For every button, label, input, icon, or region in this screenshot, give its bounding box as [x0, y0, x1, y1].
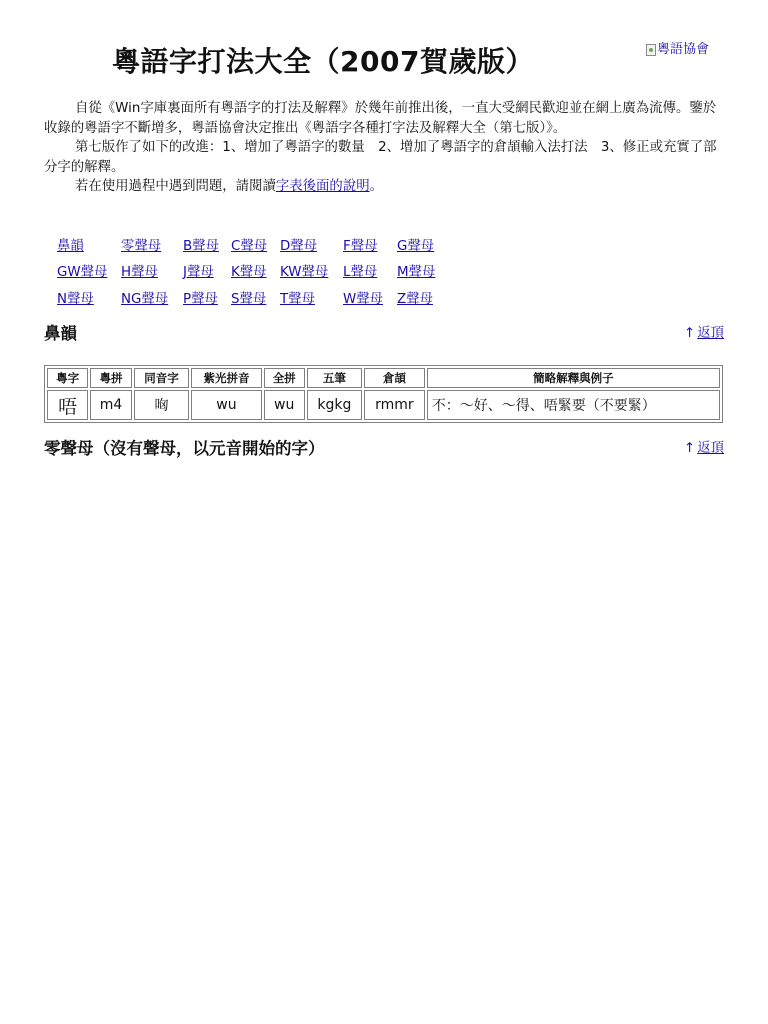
index-cell	[340, 231, 394, 258]
index-cell	[394, 231, 438, 258]
index-link[interactable]: Z聲母	[397, 291, 433, 307]
column-header: 粵字	[47, 368, 88, 388]
section-header-zero	[44, 438, 724, 460]
column-header: 紫光拼音	[191, 368, 261, 388]
back-to-top-link[interactable]	[684, 324, 724, 344]
index-cell	[180, 258, 228, 285]
table-cell: wu	[191, 390, 261, 420]
index-cell	[277, 231, 340, 258]
section-title-nasal: 鼻韻	[44, 324, 77, 343]
logo-alt-text: 粵語協會	[657, 42, 710, 57]
page-title: 粵語字打法大全（2007賀歲版）	[112, 45, 534, 78]
index-row	[54, 231, 438, 258]
table-cell: wu	[264, 390, 305, 420]
index-cell	[118, 258, 180, 285]
section-title-zero: 零聲母（沒有聲母，以元音開始的字）	[44, 439, 325, 458]
section-header-nasal	[44, 323, 724, 345]
index-link[interactable]: D聲母	[280, 238, 318, 254]
char-table	[44, 365, 723, 423]
intro-p2-text: 第七版作了如下的改進：1、增加了粵語字的數量 2、增加了粵語字的倉頡輸入法打法 3、修正或充實了部分字的解釋。	[44, 140, 717, 175]
index-cell	[340, 284, 394, 311]
index-row	[54, 258, 438, 285]
table-cell: 唔	[47, 390, 88, 420]
logo-link[interactable]	[646, 41, 709, 59]
index-link[interactable]: 鼻韻	[57, 238, 84, 254]
intro-paragraph-2	[44, 138, 726, 177]
index-cell	[277, 258, 340, 285]
index-cell	[340, 258, 394, 285]
index-link[interactable]: J聲母	[183, 265, 214, 281]
index-cell	[54, 231, 118, 258]
index-cell	[394, 284, 438, 311]
table-cell: 不：～好、～得、唔緊要（不要緊）	[427, 390, 720, 420]
index-cell	[180, 284, 228, 311]
column-header: 倉頡	[364, 368, 425, 388]
column-header: 簡略解釋與例子	[427, 368, 720, 388]
index-cell	[394, 258, 438, 285]
index-link[interactable]: F聲母	[343, 238, 378, 254]
index-link[interactable]: K聲母	[231, 265, 267, 281]
index-cell	[54, 284, 118, 311]
back-to-top-label: 返頂	[697, 326, 724, 341]
index-cell	[228, 231, 277, 258]
intro-paragraph-3	[44, 177, 726, 197]
table-cell: rmmr	[364, 390, 425, 420]
instructions-link[interactable]: 字表後面的說明	[275, 179, 370, 194]
intro-p3-prefix: 若在使用過程中遇到問題，請閱讀	[75, 179, 276, 194]
index-link[interactable]: 零聲母	[121, 238, 162, 254]
back-to-top-label: 返頂	[697, 441, 724, 456]
intro-p3-suffix: 。	[369, 179, 383, 194]
index-cell	[277, 284, 340, 311]
index-cell	[54, 258, 118, 285]
index-link[interactable]: N聲母	[57, 291, 94, 307]
index-link[interactable]: C聲母	[231, 238, 268, 254]
index-link[interactable]: S聲母	[231, 291, 267, 307]
index-cell	[228, 284, 277, 311]
index-link[interactable]: M聲母	[397, 265, 436, 281]
column-header: 粵拼	[90, 368, 131, 388]
index-link[interactable]: B聲母	[183, 238, 219, 254]
index-link[interactable]: KW聲母	[280, 265, 329, 281]
back-to-top-link[interactable]	[684, 439, 724, 459]
index-link[interactable]: NG聲母	[121, 291, 169, 307]
index-cell	[180, 231, 228, 258]
index-link[interactable]: W聲母	[343, 291, 384, 307]
table-cell: 㕼	[134, 390, 190, 420]
index-link[interactable]: L聲母	[343, 265, 378, 281]
table-row	[47, 390, 720, 420]
intro-text	[44, 99, 726, 197]
table-cell: m4	[90, 390, 131, 420]
index-cell	[118, 231, 180, 258]
table-cell: kgkg	[307, 390, 362, 420]
index-row	[54, 284, 438, 311]
index-link[interactable]: GW聲母	[57, 265, 108, 281]
intro-paragraph-1	[44, 99, 726, 138]
index-link[interactable]: P聲母	[183, 291, 218, 307]
initials-index	[54, 231, 438, 311]
index-link[interactable]: T聲母	[280, 291, 315, 307]
intro-p1-text: 自從《Win字庫裏面所有粵語字的打法及解釋》於幾年前推出後，一直大受網民歡迎並在網上廣為流傳。鑒於收錄的粵語字不斷增多，粵語協會決定推出《粵語字各種打字法及解釋大全（第七版）》。	[44, 101, 717, 136]
column-header: 同音字	[134, 368, 190, 388]
index-cell	[118, 284, 180, 311]
index-cell	[228, 258, 277, 285]
index-link[interactable]: H聲母	[121, 265, 158, 281]
broken-image-icon	[646, 44, 656, 56]
up-arrow-icon: ↑	[683, 326, 696, 341]
column-header: 五筆	[307, 368, 362, 388]
column-header: 全拼	[264, 368, 305, 388]
index-link[interactable]: G聲母	[397, 238, 435, 254]
up-arrow-icon: ↑	[683, 441, 696, 456]
